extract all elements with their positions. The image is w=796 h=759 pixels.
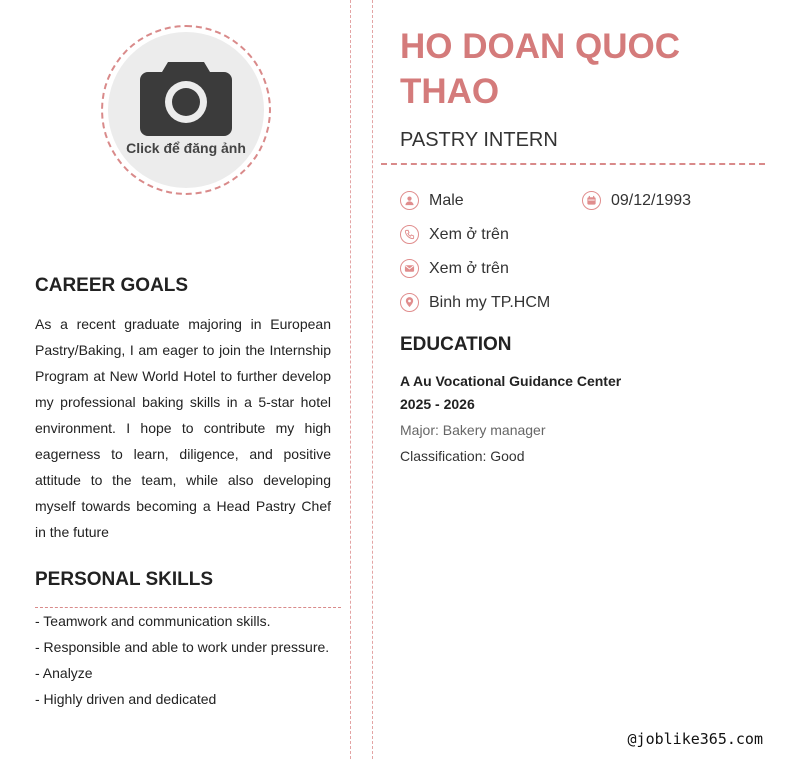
phone-icon xyxy=(400,225,419,244)
list-item: - Analyze xyxy=(35,665,93,681)
gender-row xyxy=(400,191,464,210)
education-years: 2025 - 2026 xyxy=(400,396,475,412)
email-value: Xem ở trên xyxy=(429,259,509,277)
list-item: - Teamwork and communication skills. xyxy=(35,613,271,629)
dob-value: 09/12/1993 xyxy=(611,191,692,209)
calendar-icon xyxy=(582,191,601,210)
address-value: Binh my TP.HCM xyxy=(429,293,551,311)
education-classification: Classification: Good xyxy=(400,448,525,464)
list-item: - Responsible and able to work under pressure. xyxy=(35,639,330,655)
avatar-upload[interactable] xyxy=(101,25,271,195)
column-divider-right xyxy=(372,0,373,759)
column-divider-left xyxy=(350,0,351,759)
gender-value: Male xyxy=(429,191,464,209)
education-section xyxy=(400,334,760,469)
career-goals-text: As a recent graduate majoring in European Pastry/Baking, I am eager to join the Internship Program at New World Hotel to further develop my professional baking skills in a 5-star hotel environment. I hope to contribute my high eagerness to learn, diligence, and positive attitude to the team, while also developing myself towards becoming a Head Pastry Chef in the future xyxy=(35,316,331,540)
education-school: A Au Vocational Guidance Center xyxy=(400,373,622,389)
header-divider xyxy=(381,163,765,165)
education-major: Major: Bakery manager xyxy=(400,422,546,438)
user-icon xyxy=(400,191,419,210)
career-goals-title: CAREER GOALS xyxy=(35,275,189,296)
address-row xyxy=(400,293,550,312)
phone-value: Xem ở trên xyxy=(429,225,509,243)
phone-row xyxy=(400,225,509,244)
education-title: EDUCATION xyxy=(400,334,512,355)
camera-icon xyxy=(138,56,234,138)
email-icon xyxy=(400,259,419,278)
personal-skills-section xyxy=(35,569,331,712)
location-pin-icon xyxy=(400,293,419,312)
avatar[interactable] xyxy=(108,32,264,188)
list-item: - Highly driven and dedicated xyxy=(35,691,217,707)
dob-row xyxy=(582,191,691,210)
watermark: @joblike365.com xyxy=(627,730,763,748)
personal-skills-title: PERSONAL SKILLS xyxy=(35,569,214,590)
email-row xyxy=(400,259,509,278)
avatar-caption: Click để đăng ảnh xyxy=(126,140,246,156)
candidate-name: HO DOAN QUOC THAO xyxy=(400,27,680,111)
skills-list xyxy=(35,608,331,712)
candidate-position: PASTRY INTERN xyxy=(400,129,558,151)
career-goals-section xyxy=(35,275,331,545)
